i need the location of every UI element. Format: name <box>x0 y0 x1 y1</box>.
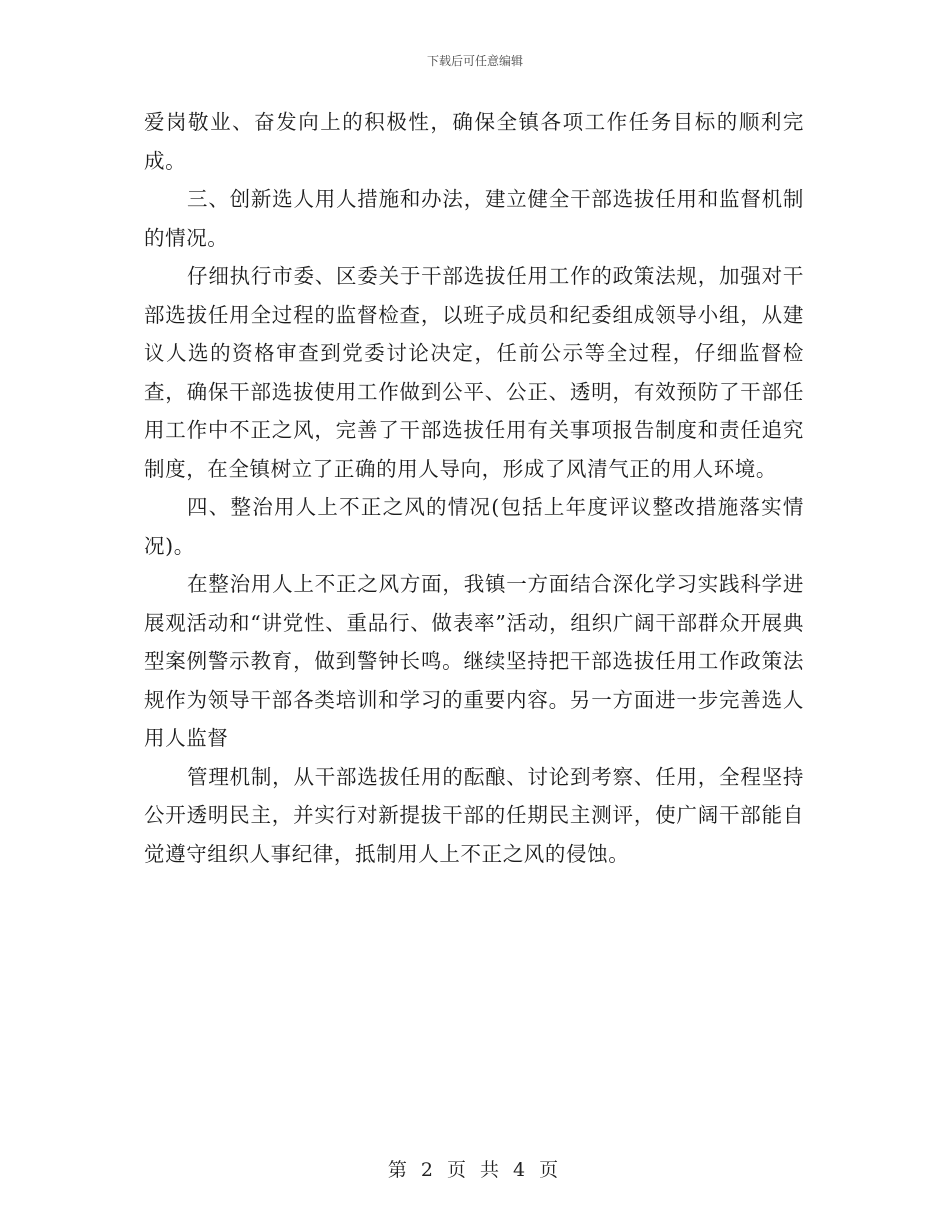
paragraph-section-4-body: 在整治用人上不正之风方面，我镇一方面结合深化学习实践科学进展观活动和“讲党性、重品行、做表率”活动，组织广阔干部群众开展典型案例警示教育，做到警钟长鸣。继续坚持把干部选拔任用工作政策法规作为领导干部各类培训和学习的重要内容。另一方面进一步完善选人用人监督 <box>144 572 804 750</box>
section-heading-4: 四、整治用人上不正之风的情况(包括上年度评议整改措施落实情况)。 <box>144 495 804 558</box>
paragraph-section-3-body: 仔细执行市委、区委关于干部选拔任用工作的政策法规，加强对干部选拔任用全过程的监督检查，以班子成员和纪委组成领导小组，从建议人选的资格审查到党委讨论决定，任前公示等全过程，仔细监督检查，确保干部选拔使用工作做到公平、公正、透明，有效预防了干部任用工作中不正之风，完善了干部选拔任用有关事项报告制度和责任追究制度，在全镇树立了正确的用人导向，形成了风清气正的用人环境。 <box>144 264 804 481</box>
document-body <box>144 103 804 873</box>
paragraph-continuation: 爱岗敬业、奋发向上的积极性，确保全镇各项工作任务目标的顺利完成。 <box>144 110 804 173</box>
section-heading-3: 三、创新选人用人措施和办法，建立健全干部选拔任用和监督机制的情况。 <box>144 187 804 250</box>
paragraph-section-4-body-cont: 管理机制，从干部选拔任用的酝酿、讨论到考察、任用，全程坚持公开透明民主，并实行对新提拔干部的任期民主测评，使广阔干部能自觉遵守组织人事纪律，抵制用人上不正之风的侵蚀。 <box>144 764 804 866</box>
page-header: 下载后可任意编辑 <box>426 54 523 68</box>
page-footer: 第 2 页 共 4 页 <box>387 1159 563 1181</box>
